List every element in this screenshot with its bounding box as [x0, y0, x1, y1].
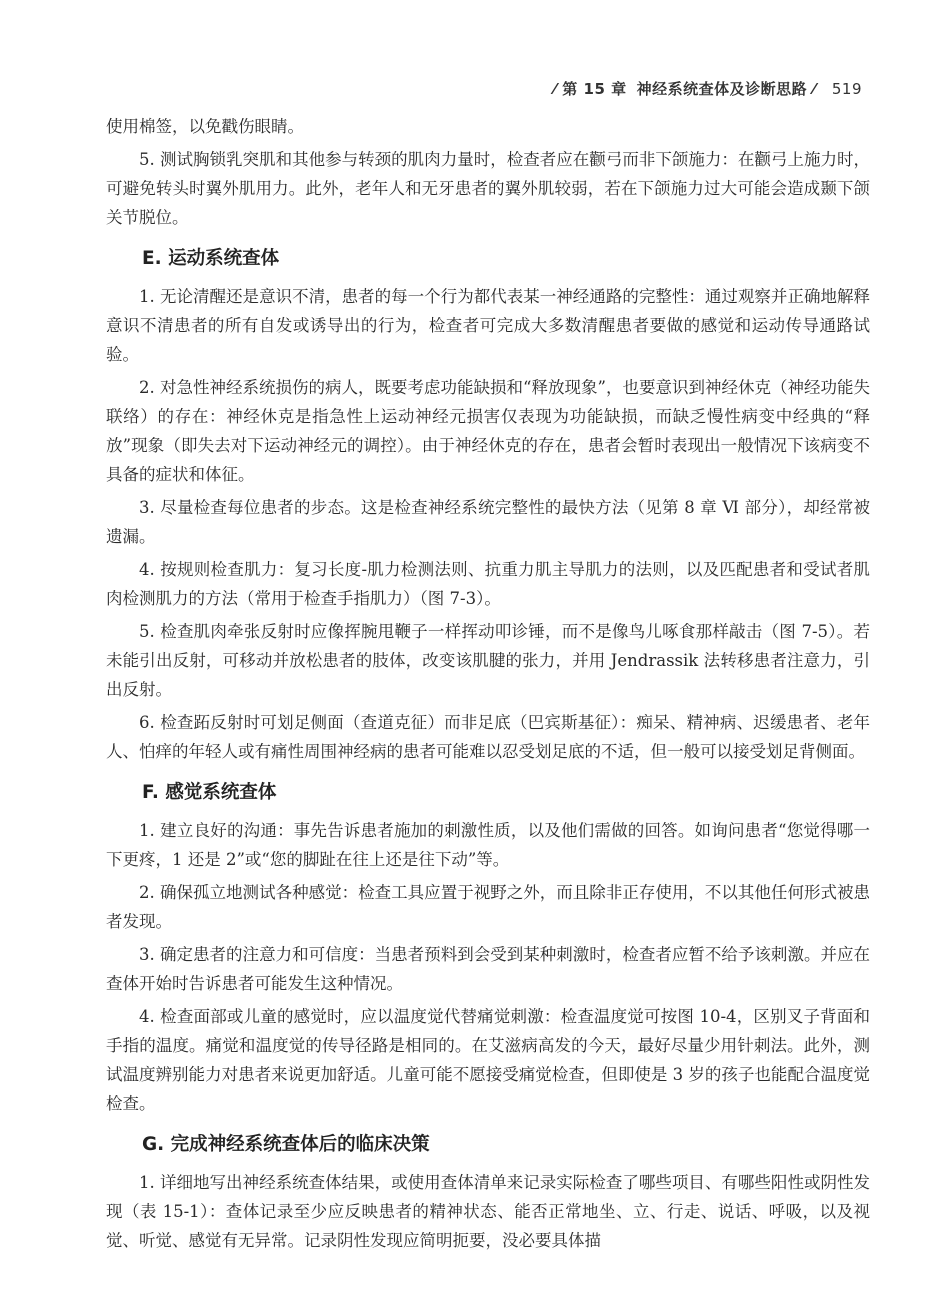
paragraph: 3. 尽量检查每位患者的步态。这是检查神经系统完整性的最快方法（见第 8 章 Ⅵ 部分），却经常被遗漏。 — [106, 498, 870, 546]
paragraph: 1. 详细地写出神经系统查体结果，或使用查体清单来记录实际检查了哪些项目、有哪些阳性或阴性发现（表 15-1）：查体记录至少应反映患者的精神状态、能否正常地坐、立、行走、说话、呼吸，以及视觉、听觉、感觉有无异常。记录阴性发现应简明扼要，没必要具体描 — [106, 1173, 870, 1250]
chapter-label: ⁄ 第 15 章 — [553, 80, 627, 98]
paragraph: 4. 检查面部或儿童的感觉时，应以温度觉代替痛觉刺激：检查温度觉可按图 10-4，区别叉子背面和手指的温度。痛觉和温度觉的传导径路是相同的。在艾滋病高发的今天，最好尽量少用针刺法。此外，测试温度辨别能力对患者来说更加舒适。儿童可能不愿接受痛觉检查，但即使是 3 岁的孩子也能配合温度觉检查。 — [106, 1007, 870, 1113]
paragraph: 5. 测试胸锁乳突肌和其他参与转颈的肌肉力量时，检查者应在颧弓而非下颌施力：在颧弓上施力时，可避免转头时翼外肌用力。此外，老年人和无牙患者的翼外肌较弱，若在下颌施力过大可能会造成颞下颌关节脱位。 — [106, 150, 870, 227]
paragraph: 3. 确定患者的注意力和可信度：当患者预料到会受到某种刺激时，检查者应暂不给予该刺激。并应在查体开始时告诉患者可能发生这种情况。 — [106, 945, 870, 993]
running-header — [554, 78, 862, 99]
paragraph: 5. 检查肌肉牵张反射时应像挥腕甩鞭子一样挥动叩诊锤，而不是像鸟儿啄食那样敲击（图 7-5）。若未能引出反射，可移动并放松患者的肢体，改变该肌腱的张力，并用 Jendrassik 法转移患者注意力，引出反射。 — [106, 622, 870, 699]
paragraph: 4. 按规则检查肌力：复习长度-肌力检测法则、抗重力肌主导肌力的法则，以及匹配患者和受试者肌肉检测肌力的方法（常用于检查手指肌力）（图 7-3）。 — [106, 560, 870, 608]
page-number: 519 — [831, 80, 862, 98]
paragraph: 1. 无论清醒还是意识不清，患者的每一个行为都代表某一神经通路的完整性：通过观察并正确地解释意识不清患者的所有自发或诱导出的行为，检查者可完成大多数清醒患者要做的感觉和运动传导通路试验。 — [106, 287, 870, 364]
section-heading-f: F. 感觉系统查体 — [142, 782, 277, 803]
paragraph: 2. 对急性神经系统损伤的病人，既要考虑功能缺损和“释放现象”，也要意识到神经休克（神经功能失联络）的存在：神经休克是指急性上运动神经元损害仅表现为功能缺损，而缺乏慢性病变中经典的“释放”现象（即失去对下运动神经元的调控）。由于神经休克的存在，患者会暂时表现出一般情况下该病变不具备的症状和体征。 — [106, 378, 870, 484]
paragraph: 1. 建立良好的沟通：事先告诉患者施加的刺激性质，以及他们需做的回答。如询问患者“您觉得哪一下更疼，1 还是 2”或“您的脚趾在往上还是往下动”等。 — [106, 821, 870, 869]
chapter-title: 神经系统查体及诊断思路 ⁄ — [636, 80, 816, 98]
paragraph: 2. 确保孤立地测试各种感觉：检查工具应置于视野之外，而且除非正存使用，不以其他任何形式被患者发现。 — [106, 883, 870, 931]
paragraph: 6. 检查跖反射时可划足侧面（查道克征）而非足底（巴宾斯基征）：痴呆、精神病、迟缓患者、老年人、怕痒的年轻人或有痛性周围神经病的患者可能难以忍受划足底的不适，但一般可以接受划足背侧面。 — [106, 713, 870, 761]
paragraph: 使用棉签，以免戳伤眼睛。 — [106, 117, 304, 136]
section-heading-g: G. 完成神经系统查体后的临床决策 — [142, 1134, 430, 1155]
section-heading-e: E. 运动系统查体 — [142, 248, 280, 269]
page-body — [106, 112, 870, 1259]
